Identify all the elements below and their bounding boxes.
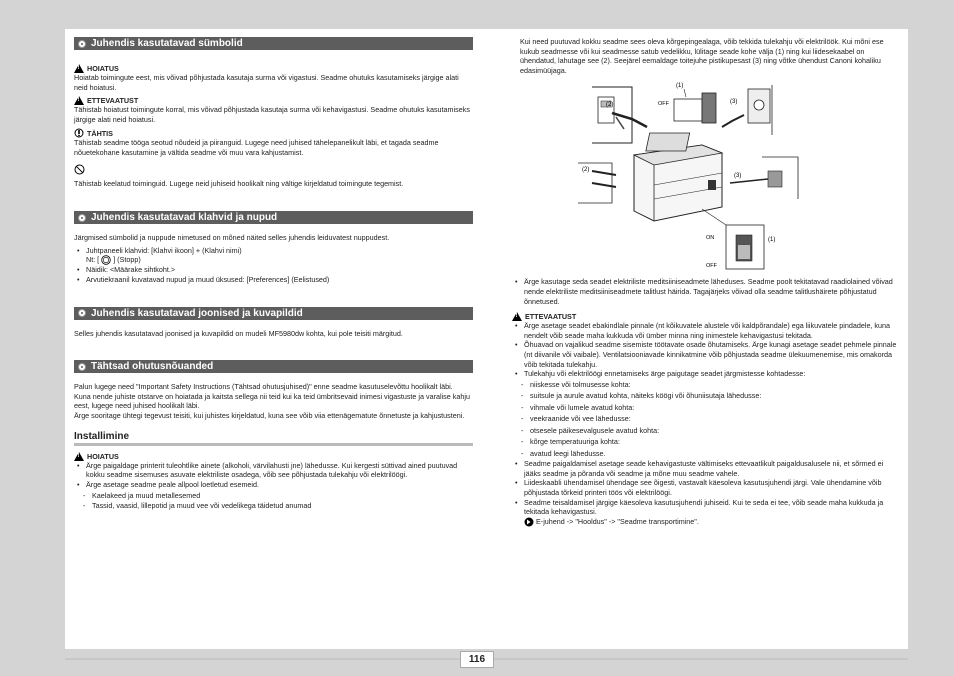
printer-illustration: [572, 75, 812, 273]
page-number: 116: [460, 651, 494, 668]
keys-intro: Järgmised sümbolid ja nuppude nimetused on mõned näited selles juhendis leiduvatest nuppudest.: [74, 233, 390, 243]
list-item: • Näidik: <Määrake sihtkoht.>: [74, 265, 473, 275]
list-item: • Õhuavad on vajalikud seadme sisemiste töötavate osade õhutamiseks. Ärge kunagi asetage seadet pehmele pinnale (nt diivanile või vaibale). Ventilatsiooniavade kinnikatmine võib põhjustada seadme ülekuumenemise, mis omakorda võib tekitada tulekahju.: [512, 340, 900, 369]
manual-page: [65, 29, 908, 649]
caution-triangle-icon: [512, 312, 522, 321]
list-item: • Ärge asetage seadme peale allpool loetletud esemeid.: [74, 480, 473, 490]
list-item: • Ärge kasutage seda seadet elektriliste meditsiiniseadmete läheduses. Seadme poolt tekitatavad raadiolained võivad nende elektriliste meditsiiniseadmete talitlust häirida. Tagajärjeks võivad olla seadme talitlushäirete põhjustatud õnnetused.: [512, 277, 900, 306]
list-item: • Seadme teisaldamisel järgige käesoleva kasutusjuhendi juhiseid. Kui te seda ei tee, võib seade maha kukkuda ja tekitada kehavigastusi.: [512, 498, 900, 517]
displays-text: Selles juhendis kasutatavad joonised ja kuvapildid on mudeli MF5980dw kohta, kui pole teisiti märgitud.: [74, 328, 403, 338]
section-header-keys: Juhendis kasutatavad klahvid ja nupud: [74, 211, 473, 224]
install-heading: Installimine: [74, 431, 473, 446]
install-dash-list: [74, 491, 473, 510]
section-header-safety: Tähtsad ohutusnõuanded: [74, 360, 473, 373]
hoiatus-label: ! HOIATUS: [74, 64, 473, 73]
install-list: [74, 461, 473, 490]
fig-label-1a: (1): [676, 83, 684, 90]
keys-list: [74, 246, 473, 285]
reference-link[interactable]: E-juhend -> "Hooldus" -> "Seadme transportimine".: [536, 516, 699, 526]
hoiatus-text: Hoiatab toimingute eest, mis võivad põhjustada kasutaja surma või vigastusi. Seadme ohutuks kasutamiseks järgige alati neid hoiatusi.: [74, 73, 459, 92]
list-item: • Liideskaabli ühendamisel ühendage see õigesti, vastavalt käesoleva kasutusjuhendi järgi. Vale ühendamine võib põhjustada tõrkeid printeri töös või elektrilöögi.: [512, 478, 900, 497]
list-item: • Seadme paigaldamisel asetage seade kehavigastuste vältimiseks ettevaatlikult paigaldusalusele nii, et sõrmed ei jääks seadme ja põranda või seadme ja mõne muu seadme vahele.: [512, 459, 900, 478]
install-hoiatus-label: ! HOIATUS: [74, 452, 473, 461]
list-item: - otsesele päikesevalgusele avatud kohta:: [512, 425, 900, 437]
safety-p2: Kuna nende juhiste otstarve on hoiatada ja kaitsta sellega nii teid kui ka teid ümbritsevaid inimesi vigastuste ja varalise kahju eest, lugege need juhised hoolikalt läbi.: [74, 391, 470, 411]
power-plug-detail: [722, 85, 772, 135]
ettevaatust-text: Tähistab hoiatust toimingute korral, mis võivad põhjustada kasutaja surma või kehavigastusi. Seadme ohutuks kasutamiseks järgige alati neid hoiatusi.: [74, 105, 470, 124]
right-ettevaatust-label: ! ETTEVAATUST: [512, 312, 900, 321]
list-item: - veekraanide või vee lähedusse:: [512, 413, 900, 425]
location-dash-list: [512, 379, 900, 460]
reference-line: [512, 517, 900, 527]
list-item: - niiskesse või tolmusesse kohta:: [512, 379, 900, 391]
warning-triangle-icon: [74, 64, 84, 73]
list-item: • Ärge asetage seadet ebakindlale pinnale (nt kõikuvatele alustele või kaldpõrandale) ega liikuvatele pindadele, kuna nendelt võib seade maha kukkuda või ümber minna ning inimestele kehavigastusi tekitada.: [512, 321, 900, 340]
bullet-circle-icon: [78, 214, 86, 222]
list-item: - suitsule ja aurule avatud kohta, näiteks köögi või õhuniisutaja lähedusse:: [512, 390, 900, 402]
fig-label-off: OFF: [658, 101, 669, 108]
prohibited-icon: [74, 164, 85, 175]
section-header-symbols: Juhendis kasutatavad sümbolid: [74, 37, 473, 50]
bullet-circle-icon: [78, 40, 86, 48]
caution-triangle-icon: [74, 96, 84, 105]
medical-list: [512, 277, 900, 306]
list-item: • Ärge paigaldage printerit tuleohtlike ainete (alkoholi, värvilahusti jne) lähedusse. Kui kergesti süttivad ained puutuvad kokku seadme sisemuses asuvate elektriliste osadega, võib see põhjustada tulekahju või elektrilöögi.: [74, 461, 473, 480]
list-item: • Juhtpaneeli klahvid: [Klahvi ikoon] + (Klahvi nimi) Nt: [ ] (Stopp): [74, 246, 473, 266]
fig-label-off2: OFF: [706, 263, 717, 270]
fig-label-2a: (2): [606, 102, 614, 109]
e-manual-link-icon: [524, 517, 534, 527]
fig-label-3b: (3): [734, 173, 742, 180]
ettevaatust-label: ! ETTEVAATUST: [74, 96, 473, 105]
section-header-displays: Juhendis kasutatavad joonised ja kuvapildid: [74, 307, 473, 320]
bullet-circle-icon: [78, 309, 86, 317]
power-off-figure: [572, 75, 812, 273]
prohibit-text: Tähistab keelatud toiminguid. Lugege neid juhiseid hoolikalt ning vältige kirjeldatud toimingute tegemist.: [74, 178, 404, 188]
fig-label-3a: (3): [730, 99, 738, 106]
list-item: - Kaelakeed ja muud metallesemed: [74, 491, 473, 501]
left-column: [74, 37, 473, 511]
stop-key-icon: [101, 255, 111, 265]
right-column: [512, 37, 900, 527]
important-icon: [74, 128, 84, 138]
safety-p3: Ärge sooritage ühtegi tegevust teisiti, kui juhistes kirjeldatud, kuna see võib viia ettenägematute õnnetuste ja kahjustusteni.: [74, 411, 465, 420]
printer-body: [634, 133, 722, 221]
list-item: - vihmale või lumele avatud kohta:: [512, 402, 900, 414]
safety-p1: Palun lugege need "Important Safety Instructions (Tähtsad ohutusjuhised)" enne seadme kasutuselevõttu hoolikalt läbi.: [74, 382, 453, 392]
fig-label-2b: (2): [582, 167, 590, 174]
fig-label-1b: (1): [768, 237, 776, 244]
tahtis-text: Tähistab seadme tööga seotud nõudeid ja piiranguid. Lugege need juhised tähelepanelikult läbi, et tagada seadme nõuetekohane kasutamine ja vältida seadme või muu vara kahjustamist.: [74, 138, 439, 157]
caution-list: [512, 321, 900, 379]
interface-cable-detail: [592, 87, 647, 143]
list-item: - avatud leegi lähedusse.: [512, 448, 900, 460]
caution-list-2: [512, 459, 900, 517]
list-item: - kõrge temperatuuriga kohta:: [512, 436, 900, 448]
list-item: • Arvutiekraanil kuvatavad nupud ja muud üksused: [Preferences] (Eelistused): [74, 275, 473, 285]
list-item: • Tulekahju või elektrilöögi ennetamiseks ärge paigutage seadet järgmistesse kohtadesse:: [512, 369, 900, 379]
list-item: - Tassid, vaasid, lillepotid ja muud vee või vedelikega täidetud anumad: [74, 501, 473, 511]
bullet-circle-icon: [78, 363, 86, 371]
fig-label-on: ON: [706, 235, 715, 242]
right-intro: Kui need puutuvad kokku seadme sees oleva kõrgepingealaga, võib tekkida tulekahju või elektrilöök. Kui mõni ese kukub seadmesse või kui seadmesse satub vedelikku, lülitage seade kohe välja (1) ning kui liidesekaabel on ühendatud, lahutage see (2). Seejärel eemaldage toitejuhe pistikupesast (3) ning võtke ühendust Canoni kohaliku edasimüüjaga.: [520, 37, 884, 75]
warning-triangle-icon: [74, 452, 84, 461]
tahtis-label: TÄHTIS: [74, 128, 473, 138]
switch-off-detail: [674, 89, 716, 123]
